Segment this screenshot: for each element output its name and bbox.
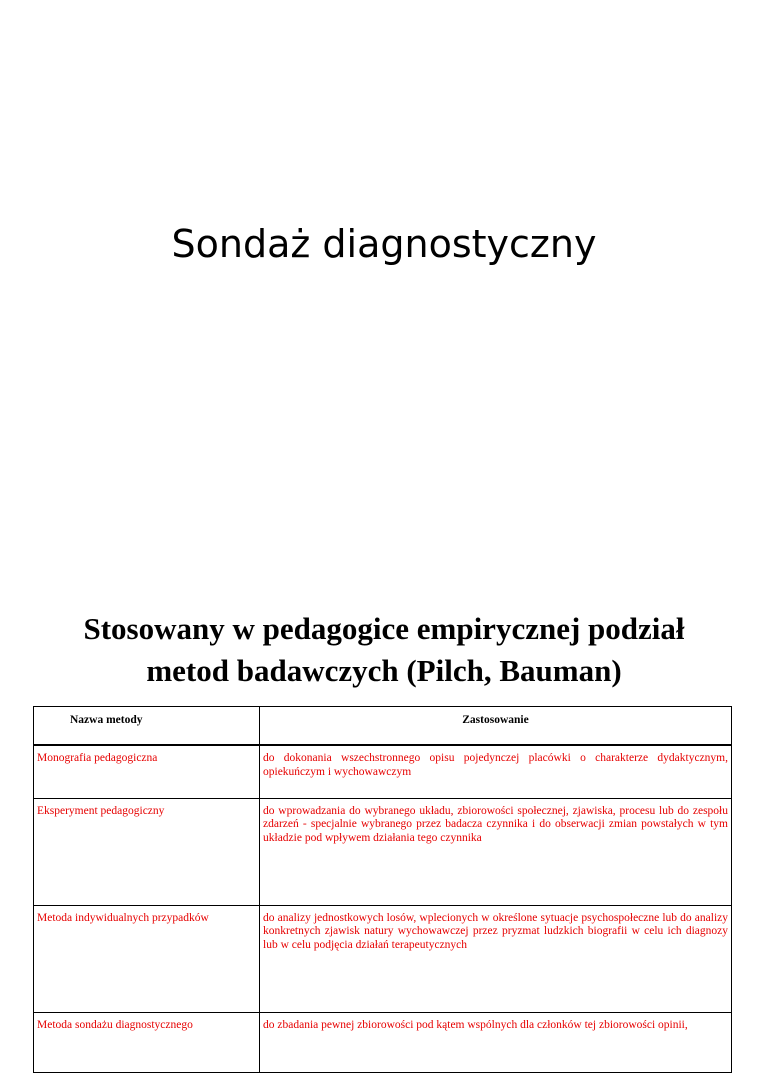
table-header-row xyxy=(34,707,732,746)
table-row xyxy=(34,1012,732,1072)
method-use-cell: do zbadania pewnej zbiorowości pod kątem wspólnych dla członków tej zbiorowości opinii, xyxy=(260,1012,732,1072)
slide-heading-line-2: metod badawczych (Pilch, Bauman) xyxy=(146,653,622,688)
table-row xyxy=(34,745,732,798)
method-name-cell: Eksperyment pedagogiczny xyxy=(34,798,260,905)
header-method-name: Nazwa metody xyxy=(34,707,260,746)
method-use-cell: do analizy jednostkowych losów, wplecionych w określone sytuacje psychospołeczne lub do analizy konkretnych zjawisk natury wychowawczej przez pryzmat ludzkich biografii w celu ich diagnozy lub w celu podjęcia działań terapeutycznych xyxy=(260,905,732,1012)
slide-heading-line-1: Stosowany w pedagogice empirycznej podział xyxy=(83,611,685,646)
method-name-cell: Metoda indywidualnych przypadków xyxy=(34,905,260,1012)
slide-title: Sondaż diagnostyczny xyxy=(171,222,597,266)
method-name-cell: Monografia pedagogiczna xyxy=(34,745,260,798)
slide-heading xyxy=(20,608,748,692)
method-use-cell: do dokonania wszechstronnego opisu pojedynczej placówki o charakterze dydaktycznym, opiekuńczym i wychowawczym xyxy=(260,745,732,798)
method-use-cell: do wprowadzania do wybranego układu, zbiorowości społecznej, zjawiska, procesu lub do zespołu zdarzeń - specjalnie wybranego przez badacza czynnika i do obserwacji zmian powstałych w tym układzie pod wpływem działania tego czynnika xyxy=(260,798,732,905)
methods-table xyxy=(33,706,732,1073)
method-name-cell: Metoda sondażu diagnostycznego xyxy=(34,1012,260,1072)
header-application: Zastosowanie xyxy=(260,707,732,746)
table-row xyxy=(34,798,732,905)
table-row xyxy=(34,905,732,1012)
